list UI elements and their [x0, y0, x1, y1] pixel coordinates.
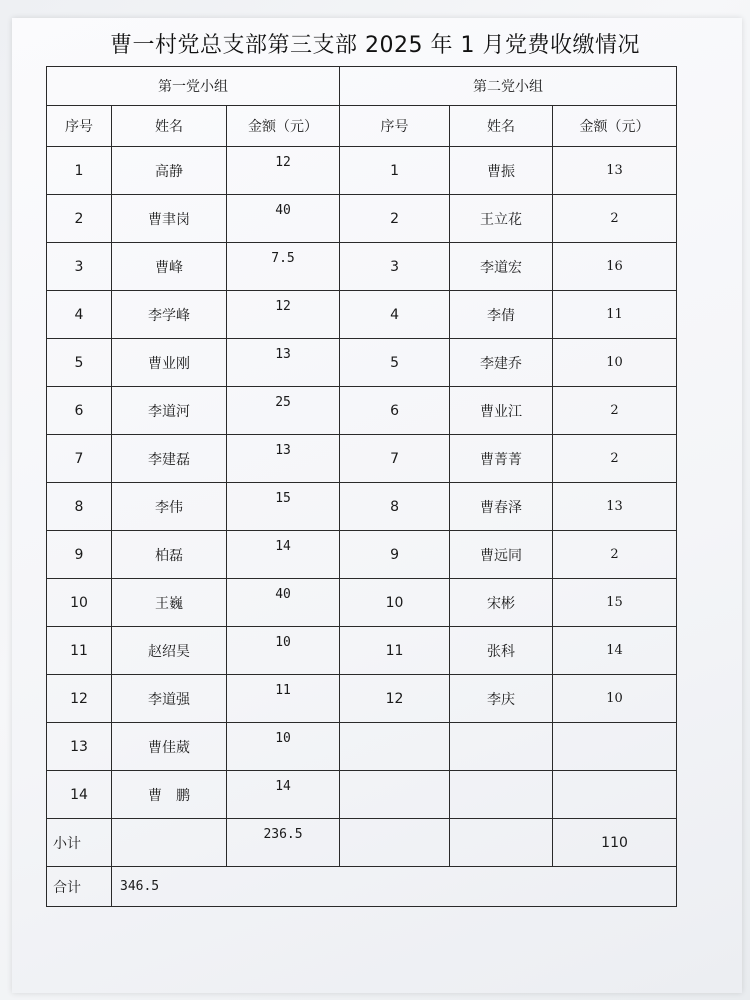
- g1-name-cell: 李学峰: [112, 291, 227, 339]
- g1-header-no: 序号: [47, 106, 112, 147]
- g2-name-cell: 李建乔: [450, 339, 553, 387]
- g1-no-cell: 2: [47, 195, 112, 243]
- table-row: [47, 195, 677, 243]
- g1-subtotal-blank: [112, 819, 227, 867]
- g2-name-cell: 曹远同: [450, 531, 553, 579]
- total-value: 346.5: [112, 867, 677, 907]
- g2-amount-cell: 2: [553, 435, 677, 483]
- g1-no-cell: 4: [47, 291, 112, 339]
- g2-amount-cell: [553, 723, 677, 771]
- g2-no-cell: 1: [340, 147, 450, 195]
- g2-amount-cell: 14: [553, 627, 677, 675]
- g2-header-name: 姓名: [450, 106, 553, 147]
- page-title: 曹一村党总支部第三支部 2025 年 1 月党费收缴情况: [110, 33, 640, 58]
- g2-amount-cell: 10: [553, 675, 677, 723]
- g1-name-cell: 曹 鹏: [112, 771, 227, 819]
- g1-amount-cell: 13: [227, 435, 340, 483]
- table-row: [47, 435, 677, 483]
- table-row: [47, 483, 677, 531]
- g1-name-cell: 李道河: [112, 387, 227, 435]
- g2-subtotal-blank-2: [450, 819, 553, 867]
- g2-no-cell: 6: [340, 387, 450, 435]
- g1-amount-cell: 14: [227, 771, 340, 819]
- g2-amount-cell: 16: [553, 243, 677, 291]
- subtotal-label: 小计: [47, 819, 112, 867]
- g1-name-cell: 柏磊: [112, 531, 227, 579]
- g1-amount-cell: 13: [227, 339, 340, 387]
- g2-header-amount: 金额（元）: [553, 106, 677, 147]
- table-row: [47, 723, 677, 771]
- g1-name-cell: 李伟: [112, 483, 227, 531]
- table-row: [47, 531, 677, 579]
- g2-no-cell: 8: [340, 483, 450, 531]
- g2-name-cell: 张科: [450, 627, 553, 675]
- g1-no-cell: 13: [47, 723, 112, 771]
- g2-amount-cell: 15: [553, 579, 677, 627]
- g2-subtotal-blank-1: [340, 819, 450, 867]
- table-row: [47, 675, 677, 723]
- table-row: [47, 291, 677, 339]
- g1-amount-cell: 12: [227, 291, 340, 339]
- g2-amount-cell: 13: [553, 147, 677, 195]
- g2-no-cell: 12: [340, 675, 450, 723]
- g2-name-cell: 曹业江: [450, 387, 553, 435]
- g2-name-cell: 宋彬: [450, 579, 553, 627]
- g1-header-name: 姓名: [112, 106, 227, 147]
- g1-header-amount: 金额（元）: [227, 106, 340, 147]
- g1-amount-cell: 12: [227, 147, 340, 195]
- g1-amount-cell: 15: [227, 483, 340, 531]
- g1-amount-cell: 40: [227, 579, 340, 627]
- g2-name-cell: 李道宏: [450, 243, 553, 291]
- g2-no-cell: [340, 771, 450, 819]
- g2-amount-cell: 2: [553, 195, 677, 243]
- g1-no-cell: 11: [47, 627, 112, 675]
- g2-name-cell: 李庆: [450, 675, 553, 723]
- g1-no-cell: 10: [47, 579, 112, 627]
- g1-amount-cell: 7.5: [227, 243, 340, 291]
- g2-name-cell: 曹菁菁: [450, 435, 553, 483]
- g2-no-cell: 10: [340, 579, 450, 627]
- g2-no-cell: 5: [340, 339, 450, 387]
- group2-label: 第二党小组: [340, 67, 677, 106]
- group-header-row: [47, 67, 677, 106]
- table-row: [47, 147, 677, 195]
- g1-amount-cell: 11: [227, 675, 340, 723]
- g2-amount-cell: 13: [553, 483, 677, 531]
- fee-table: [46, 66, 677, 907]
- table-row: [47, 579, 677, 627]
- table-row: [47, 627, 677, 675]
- column-header-row: [47, 106, 677, 147]
- group1-label: 第一党小组: [47, 67, 340, 106]
- g2-amount-cell: 10: [553, 339, 677, 387]
- g2-amount-cell: 2: [553, 387, 677, 435]
- g2-name-cell: 王立花: [450, 195, 553, 243]
- g1-name-cell: 李建磊: [112, 435, 227, 483]
- g1-name-cell: 高静: [112, 147, 227, 195]
- g1-name-cell: 李道强: [112, 675, 227, 723]
- g2-amount-cell: 2: [553, 531, 677, 579]
- g2-name-cell: [450, 723, 553, 771]
- g1-no-cell: 7: [47, 435, 112, 483]
- g1-amount-cell: 40: [227, 195, 340, 243]
- g1-amount-cell: 10: [227, 723, 340, 771]
- g1-name-cell: 赵绍昊: [112, 627, 227, 675]
- g1-name-cell: 王巍: [112, 579, 227, 627]
- g1-no-cell: 9: [47, 531, 112, 579]
- g2-no-cell: 11: [340, 627, 450, 675]
- g2-no-cell: 9: [340, 531, 450, 579]
- g1-name-cell: 曹峰: [112, 243, 227, 291]
- g2-header-no: 序号: [340, 106, 450, 147]
- g1-no-cell: 8: [47, 483, 112, 531]
- g1-subtotal-value: 236.5: [227, 819, 340, 867]
- g1-no-cell: 14: [47, 771, 112, 819]
- table-row: [47, 243, 677, 291]
- g2-no-cell: 2: [340, 195, 450, 243]
- g2-amount-cell: 11: [553, 291, 677, 339]
- total-label: 合计: [47, 867, 112, 907]
- total-row: [47, 867, 677, 907]
- g2-no-cell: 7: [340, 435, 450, 483]
- g1-no-cell: 3: [47, 243, 112, 291]
- table-row: [47, 387, 677, 435]
- g2-no-cell: 3: [340, 243, 450, 291]
- g1-no-cell: 12: [47, 675, 112, 723]
- g2-subtotal-value: 110: [553, 819, 677, 867]
- g2-no-cell: [340, 723, 450, 771]
- g2-name-cell: [450, 771, 553, 819]
- g1-no-cell: 5: [47, 339, 112, 387]
- g1-amount-cell: 10: [227, 627, 340, 675]
- table-row: [47, 771, 677, 819]
- g1-amount-cell: 25: [227, 387, 340, 435]
- g2-amount-cell: [553, 771, 677, 819]
- g2-name-cell: 李倩: [450, 291, 553, 339]
- g1-no-cell: 6: [47, 387, 112, 435]
- g1-amount-cell: 14: [227, 531, 340, 579]
- g1-name-cell: 曹聿岗: [112, 195, 227, 243]
- g2-no-cell: 4: [340, 291, 450, 339]
- g1-name-cell: 曹佳葳: [112, 723, 227, 771]
- g1-no-cell: 1: [47, 147, 112, 195]
- g1-name-cell: 曹业刚: [112, 339, 227, 387]
- g2-name-cell: 曹春泽: [450, 483, 553, 531]
- subtotal-row: [47, 819, 677, 867]
- table-row: [47, 339, 677, 387]
- g2-name-cell: 曹振: [450, 147, 553, 195]
